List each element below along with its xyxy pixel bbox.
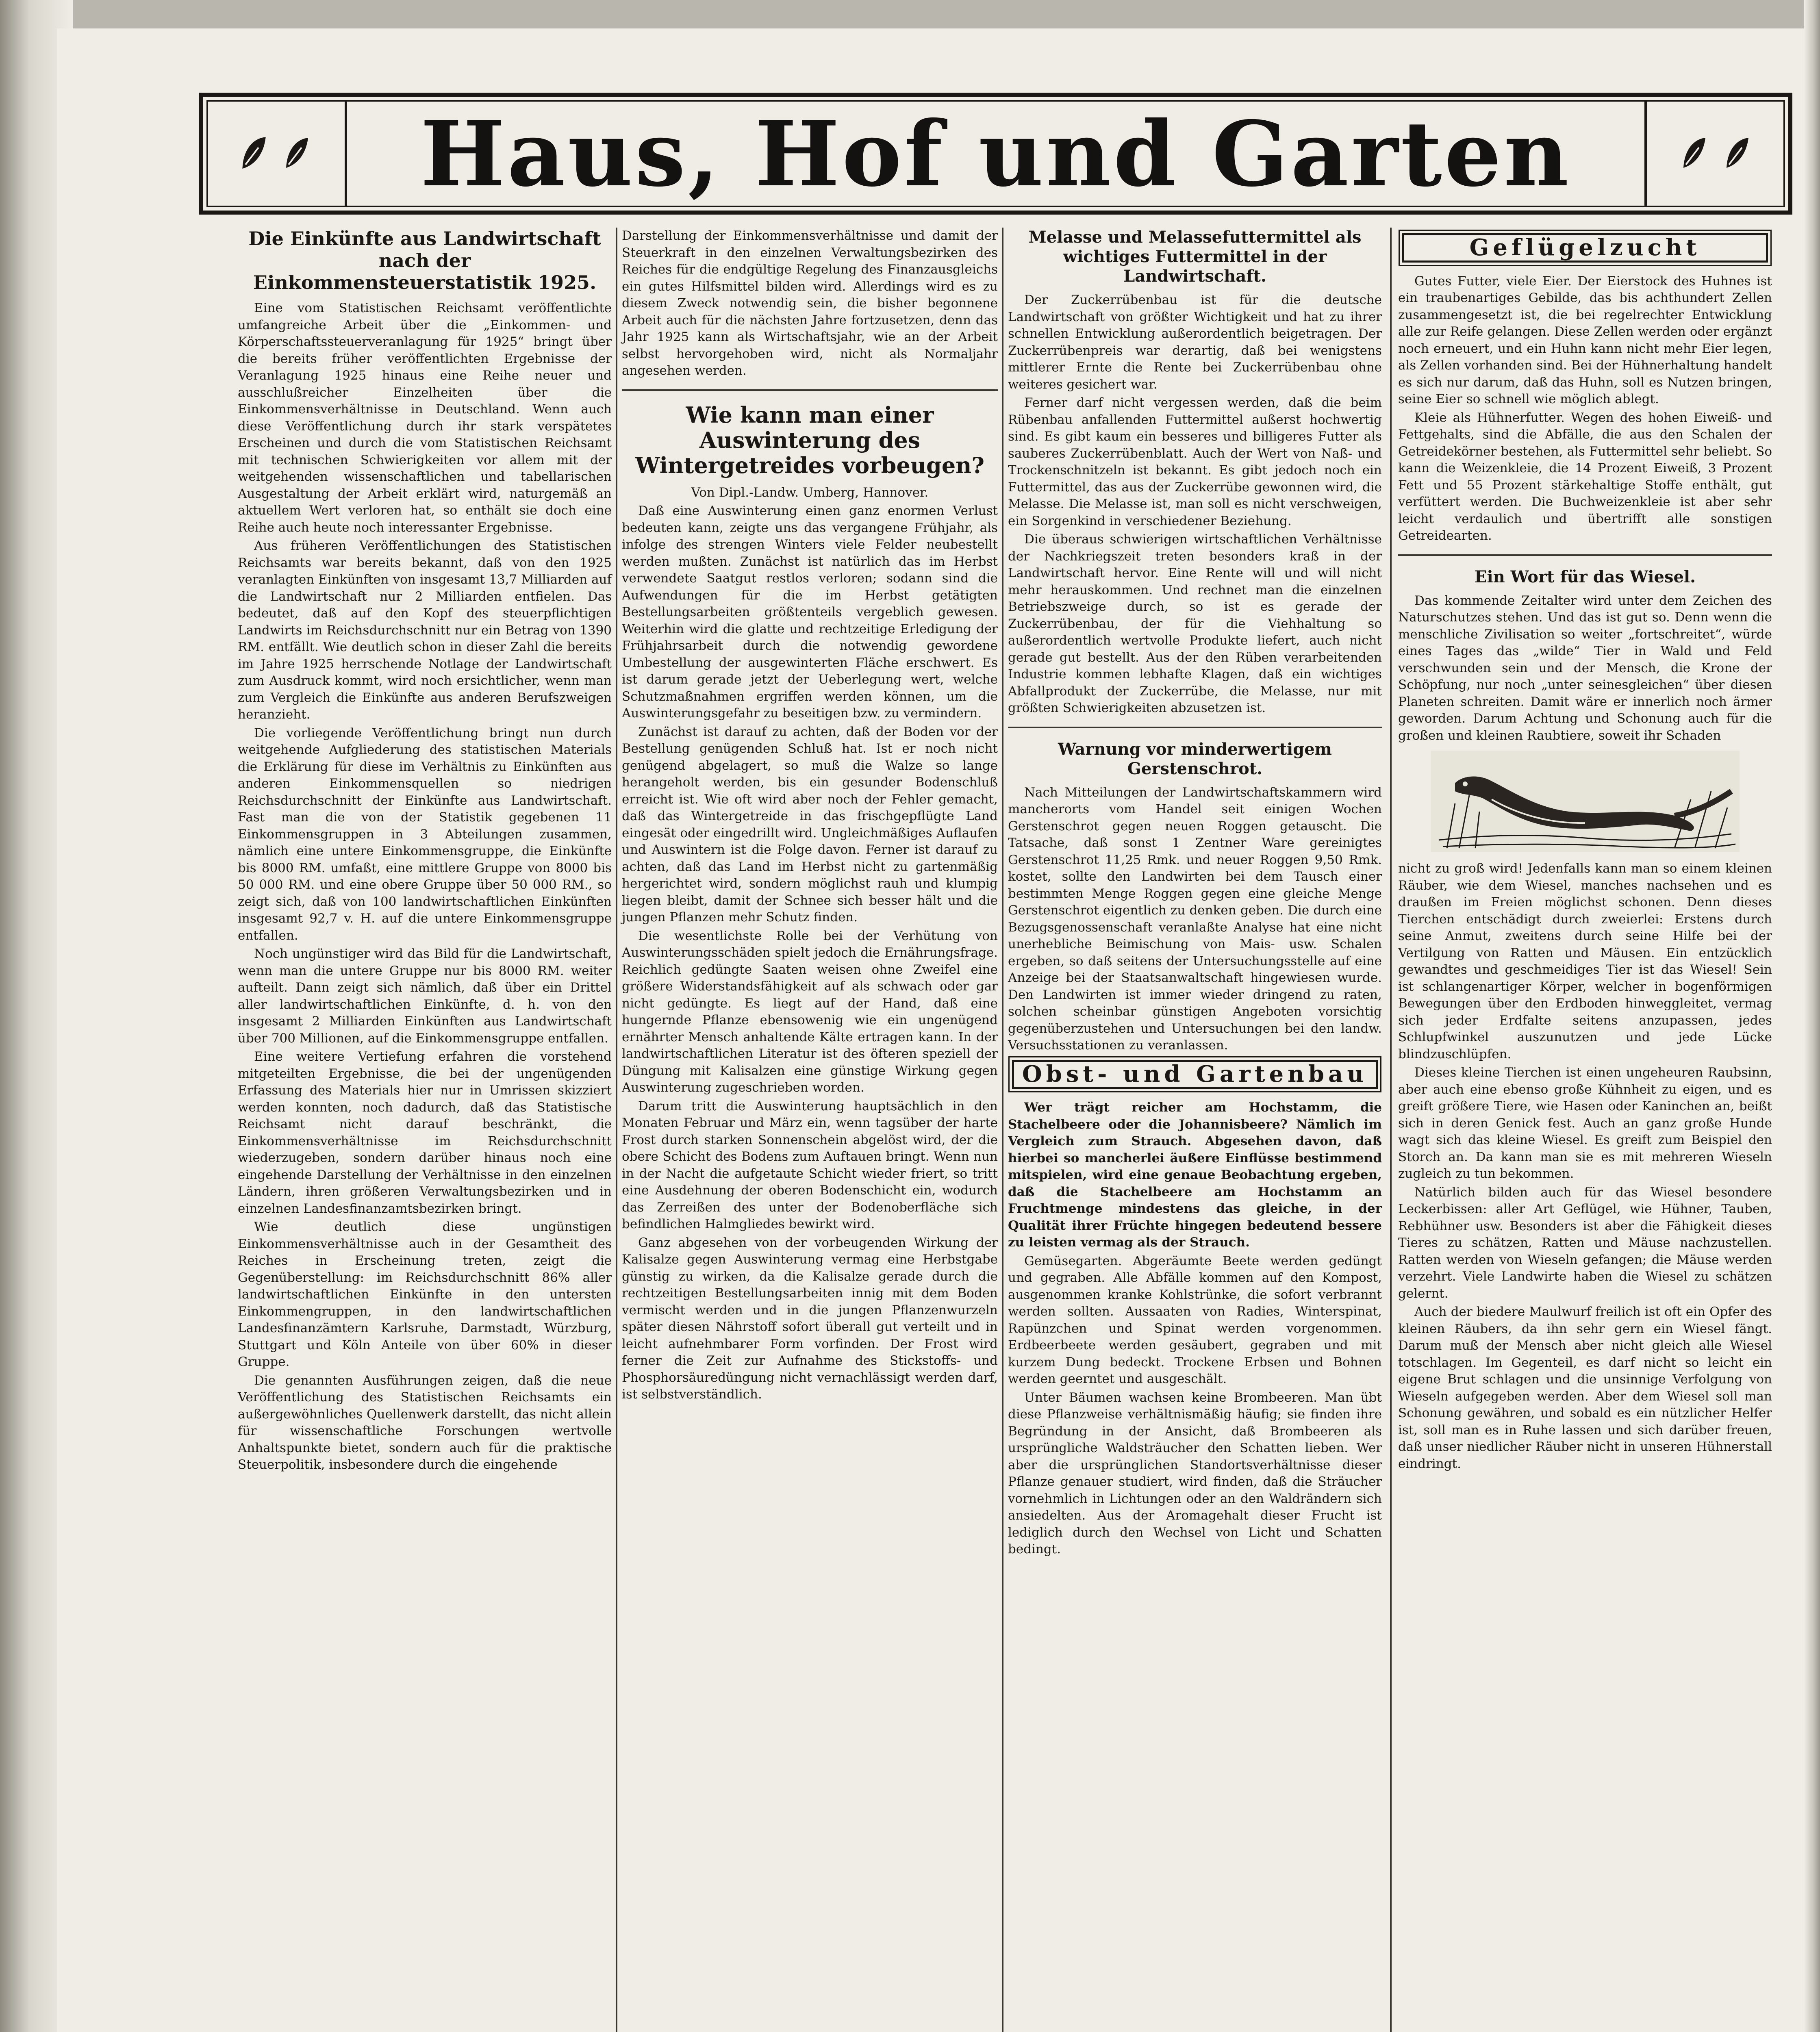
- article-paragraph: Eine weitere Vertiefung erfahren die vorstehend mitgeteilten Ergebnisse, die bei der ungenügenden Erfassung des Materials hier nur in Umrissen skizziert werden konnten, noch dadurch, daß das Statistische Reichsamt nicht darauf beschränkt, die Einkommensverhältnisse im Reichsdurchschnitt wiederzugeben, sondern darüber hinaus noch eine eingehende Darstellung der Verhältnisse in den einzelnen Ländern, ihren größeren Verwaltungsbezirken und in einzelnen Landesfinanzamtsbezirken bringt.: [238, 1049, 612, 1216]
- article-paragraph: Auch der biedere Maulwurf freilich ist oft ein Opfer des kleinen Räubers, da ihn sehr gern ein Wiesel fängt. Darum muß der Mensch aber nicht gleich alle Wiesel totschlagen. Im Gegenteil, es darf nicht so leicht ein eigene Brut schlagen und die unsinnige Verfolgung von Wieseln aufgegeben werden. Aber dem Wiesel soll man Schonung gewähren, und sobald es ein nützlicher Helfer ist, soll man es in Ruhe lassen und sich darüber freuen, daß unser niedlicher Räuber nicht in unseren Hühnerstall eindringt.: [1398, 1305, 1772, 1471]
- article-paragraph: Aus früheren Veröffentlichungen des Statistischen Reichsamts war bereits bekannt, daß von den 1925 veranlagten Einkünften von insgesamt 13,7 Milliarden auf die Landwirtschaft nur 2 Milliarden entfielen. Das bedeutet, daß auf den Kopf des steuerpflichtigen Landwirts im Reichsdurchschnitt nur ein Betrag von 1390 RM. entfällt. Wie deutlich schon in dieser Zahl die bereits im Jahre 1925 herrschende Notlage der Landwirtschaft zum Ausdruck kommt, wird noch ersichtlicher, wenn man zum Vergleich die Einkünfte aus anderen Berufszweigen heranzieht.: [238, 538, 612, 722]
- article-paragraph: Daß eine Auswinterung einen ganz enormen Verlust bedeuten kann, zeigte uns das vergangene Frühjahr, als infolge des strengen Winters viele Felder neubestellt werden mußten. Zunächst ist natürlich das im Herbst verwendete Saatgut restlos verloren; sodann sind die Aufwendungen für die im Herbst getätigten Bestellungsarbeiten größtenteils vergeblich gewesen. Weiterhin wird die glatte und rechtzeitige Erledigung der Frühjahrsarbeit durch die notwendig gewordene Umbestellung der ausgewinterten Fläche erschwert. Es ist darum gerade jetzt der Ueberlegung wert, welche Schutzmaßnahmen ergriffen werden können, um die Auswinterungsgefahr zu beseitigen bzw. zu vermindern.: [622, 504, 998, 721]
- article-headline-wiesel: Ein Wort für das Wiesel.: [1474, 567, 1696, 586]
- article-paragraph: Die genannten Ausführungen zeigen, daß die neue Veröffentlichung des Statistischen Reichsamts ein außergewöhnliches Quellenwerk darstellt, das nicht allein für wissenschaftliche Forschungen wertvolle Anhaltspunkte bietet, sondern auch für die praktische Steuerpolitik, insbesondere durch die eingehende: [238, 1373, 612, 1472]
- column-3: [1008, 228, 1382, 1560]
- article-paragraph: Die vorliegende Veröffentlichung bringt nun durch weitgehende Aufgliederung des statistischen Materials die Erklärung für diese im Verhältnis zu Einkünften aus anderen Einkommensquellen so niedrigen Reichsdurchschnitt der Einkünfte aus Landwirtschaft. Fast man die von der Statistik gegebenen 11 Einkommensgruppen in 3 Abteilungen zusammen, nämlich eine untere Einkommensgruppe, die Einkünfte bis 8000 RM. umfaßt, eine mittlere Gruppe von 8000 bis 50 000 RM. und eine obere Gruppe über 50 000 RM., so zeigt sich, daß von 100 landwirtschaftlichen Einkünften insgesamt 92,7 v. H. auf die untere Einkommensgruppe entfallen.: [238, 725, 612, 943]
- article-paragraph: Eine vom Statistischen Reichsamt veröffentlichte umfangreiche Arbeit über die „Einkommen- und Körperschaftssteuerveranlagung für 1925“ bringt über die bereits früher veröffentlichten Ergebnisse der Veranlagung 1925 hinaus eine Reihe neuer und ausschlußreicher Einzelheiten über die Einkommensverhältnisse in Deutschland. Wenn auch diese Veröffentlichung durch ihr stark verspätetes Erscheinen und durch die vom Statistischen Reichsamt mit technischen Schwierigkeiten vor allem mit der weitgehenden wissenschaftlichen und tabellarischen Ausgestaltung der Arbeit erklärt wird, naturgemäß an aktuellem Wert verloren hat, so enthält sie doch eine Reihe auch heute noch interessanter Ergebnisse.: [238, 301, 612, 535]
- article-paragraph: nicht zu groß wird! Jedenfalls kann man so einem kleinen Räuber, wie dem Wiesel, manches nachsehen und es draußen im Freien möglichst schonen. Denn dieses Tierchen entschädigt durch zweierlei: Erstens durch seine Anmut, zweitens durch seine Hilfe bei der Vertilgung von Ratten und Mäusen. Ein entzücklich gewandtes und geschmeidiges Tier ist das Wiesel! Sein ist schlangenartiger Körper, welcher in bogenförmigen Bewegungen über den Erdboden hinweggleitet, vermag sich jeder Erdfalte seitens anzupassen, jedes Schlupfwinkel auszunutzen und jede Lücke blindzuschlüpfen.: [1398, 861, 1772, 1062]
- article-headline-auswinterung: Wie kann man einer Auswinterung des Wintergetreides vorbeugen?: [635, 402, 985, 478]
- leaf-icon: [240, 135, 268, 172]
- article-paragraph: Die überaus schwierigen wirtschaftlichen Verhältnisse der Nachkriegszeit treten besonders kraß in der Landwirtschaft hervor. Eine Rente will und will nicht mehr herauskommen. Und rechnet man die einzelnen Betriebszweige durch, so ist es gerade der Zuckerrübenbau, der für die Viehhaltung so außerordentlich wertvolle Produkte liefert, auch nicht gerade gut bestellt. Aus der den Rüben verarbeitenden Industrie kommen lebhafte Klagen, daß ein wichtiges Abfallprodukt der Zuckerrübe, die Melasse, nur mit größten Schwierigkeiten abzusetzen ist.: [1008, 532, 1382, 715]
- article-paragraph: Das kommende Zeitalter wird unter dem Zeichen des Naturschutzes stehen. Und das ist gut so. Denn wenn die menschliche Zivilisation so weiter „fortschreitet“, würde eines Tages das „wilde“ Tier in Wald und Feld verschwunden sein und der Mensch, die Krone der Schöpfung, nur noch „unter seinesgleichen“ über diesen Planeten schreiten. Damit wäre er innerlich noch ärmer geworden. Darum Achtung und Schonung auch für die großen und kleinen Raubtiere, soweit ihr Schaden: [1398, 593, 1772, 743]
- article-paragraph: Kleie als Hühnerfutter. Wegen des hohen Eiweiß- und Fettgehalts, sind die Abfälle, die aus den Schalen der Getreidekörner bestehen, als Futtermittel sehr beliebt. So kann die Weizenkleie, die 14 Prozent Eiweiß, 3 Prozent Fett und 55 Prozent stärkehaltige Stoffe enthält, gut verfüttert werden. Die Buchweizenkleie ist aber sehr leicht verdaulich und übertrifft alle sonstigen Getreidearten.: [1398, 410, 1772, 543]
- article-paragraph: Darstellung der Einkommensverhältnisse und damit der Steuerkraft in den einzelnen Verwaltungsbezirken des Reiches für die endgültige Regelung des Finanzausgleichs ein gutes Hilfsmittel bilden wird. Allerdings wird es zu diesem Zweck notwendig sein, die bisher begonnene Arbeit auch für die nächsten Jahre fortzusetzen, denn das Jahr 1925 kann als Wirtschaftsjahr, wie an der Arbeit selbst hervorgehoben wird, nicht als Normaljahr angesehen werden.: [622, 228, 998, 378]
- article-paragraph: Gutes Futter, viele Eier. Der Eierstock des Huhnes ist ein traubenartiges Gebilde, das bis achthundert Zellen zusammengesetzt ist, die bei regelrechter Entwicklung alle zur Reife gelangen. Diese Zellen werden oder ergänzt noch erneuert, und ein Huhn kann nicht mehr Eier legen, als Zellen vorhanden sind. Bei der Hühnerhaltung handelt es sich nur darum, daß das Huhn, soll es Nutzen bringen, seine Eier so schnell wie möglich ablegt.: [1398, 274, 1772, 406]
- column-1: [238, 228, 612, 1475]
- article-paragraph: Darum tritt die Auswinterung hauptsächlich in den Monaten Februar und März ein, wenn tagsüber der harte Frost durch starken Sonnenschein abgelöst wird, der die obere Schicht des Bodens zum Auftauen bringt. Wenn nun in der Nacht die aufgetaute Schicht wieder friert, so tritt eine Ausdehnung der oberen Bodenschicht ein, wodurch das Zerreißen des unter der Bodenoberfläche sich befindlichen Halmgliedes bewirkt wird.: [622, 1098, 998, 1231]
- article-byline: Von Dipl.-Landw. Umberg, Hannover.: [691, 485, 929, 500]
- article-separator: [1398, 554, 1772, 556]
- column-rule: [1390, 228, 1392, 2032]
- left-leaf-ornament: [206, 100, 347, 207]
- leaf-icon: [283, 135, 311, 172]
- article-paragraph: Wie deutlich diese ungünstigen Einkommensverhältnisse auch in der Gesamtheit des Reiches in Erscheinung treten, zeigt die Gegenüberstellung: im Reichsdurchschnitt 86% aller landwirtschaftlichen Einkünfte in den untersten Einkommengruppen, in den landwirtschaftlichen Landesfinanzämtern Karlsruhe, Darmstadt, Würzburg, Stuttgart und Köln Anteile von über 60% in dieser Gruppe.: [238, 1220, 612, 1369]
- weasel-illustration: [1431, 751, 1740, 852]
- article-paragraph: Gemüsegarten. Abgeräumte Beete werden gedüngt und gegraben. Alle Abfälle kommen auf den Kompost, ausgenommen kranke Kohlstrünke, die sofort verbrannt werden sollten. Aussaaten von Radies, Winterspinat, Rapünzchen und Spinat werden vorgenommen. Erdbeerbeete werden gesäubert, gegraben und mit kurzem Dung bedeckt. Trockene Erbsen und Bohnen werden geerntet und ausgeschält.: [1008, 1253, 1382, 1386]
- article-separator: [622, 389, 998, 391]
- article-paragraph: Ganz abgesehen von der vorbeugenden Wirkung der Kalisalze gegen Auswinterung vermag eine Herbstgabe günstig zu wirken, da die Kalisalze gerade durch die rechtzeitigen Bestellungsarbeiten innig mit dem Boden vermischt werden und in die jungen Pflanzenwurzeln später diesen Nährstoff sofort überall gut verteilt und in leicht aufnehmbarer Form vorfinden. Der Frost wird ferner die Zeit zur Aufnahme des Stickstoffs- und Phosphorsäuredüngung nicht vernachlässigt werden darf, ist selbstverständlich.: [622, 1235, 998, 1402]
- column-rule: [616, 228, 617, 2032]
- article-paragraph: Zunächst ist darauf zu achten, daß der Boden vor der Bestellung genügenden Schluß hat. Ist er noch nicht genügend abgelagert, so muß die Walze so lange herangeholt werden, bis ein gesunder Bodenschluß erreicht ist. Wie oft wird aber noch der Fehler gemacht, daß das Wintergetreide in das frischgepflügte Land eingesät oder eingedrillt wird. Ungleichmäßiges Auflaufen und Auswintern ist die Folge davon. Ferner ist darauf zu achten, daß das Land im Herbst nicht zu gartenmäßig hergerichtet wird, sondern möglichst rauh und klumpig liegen bleibt, damit der Schnee sich besser hält und die jungen Pflanzen mehr Schutz finden.: [622, 724, 998, 925]
- article-paragraph: Ferner darf nicht vergessen werden, daß die beim Rübenbau anfallenden Futtermittel außerst hochwertig sind. Es gibt kaum ein besseres und billigeres Futter als sauberes Zuckerrübenblatt. Auch der Wert von Naß- und Trockenschnitzeln ist bekannt. Es gibt jedoch noch ein Futtermittel, das aus der Zuckerrübe gewonnen wird, die Melasse. Die Melasse ist, man soll es nicht verschweigen, ein Sorgenkind in verschiedener Beziehung.: [1008, 395, 1382, 528]
- article-headline-melasse: Melasse und Melassefuttermittel als wichtiges Futtermittel in der Landwirtschaft.: [1028, 228, 1362, 286]
- column-4: [1398, 228, 1772, 1474]
- article-paragraph: Natürlich bilden auch für das Wiesel besondere Leckerbissen: aller Art Geflügel, wie Hühner, Tauben, Rebhühner usw. Besonders ist aber die Fähigkeit dieses Tieres zu schätzen, Ratten und Mäuse nachzustellen. Ratten werden von Wieseln gefangen; die Mäuse werden verzehrt. Viele Landwirte haben die Wiesel zu schätzen gelernt.: [1398, 1185, 1772, 1301]
- column-2: [622, 228, 998, 1405]
- section-header-gefluegelzucht: Geflügelzucht: [1402, 233, 1768, 263]
- article-paragraph: Dieses kleine Tierchen ist einen ungeheuren Raubsinn, aber auch eine ebenso große Kühnheit zu eigen, und es greift größere Tiere, wie Hasen oder Kaninchen an, beißt sich in deren Genick fest. Auch an ganz große Hunde wagt sich das kleine Wiesel. Es greift zum Beispiel den Storch an. Da kann man sie es mit mehreren Wieseln zugleich zu tun bekommen.: [1398, 1065, 1772, 1181]
- article-paragraph: Die wesentlichste Rolle bei der Verhütung von Auswinterungsschäden spielt jedoch die Ernährungsfrage. Reichlich gedüngte Saaten weisen ohne Zweifel eine größere Widerstandsfähigkeit auf als schwach oder gar nicht gedüngte. Es liegt auf der Hand, daß eine hungernde Pflanze ebensowenig wie ein ungenügend ernährter Mensch anhaltende Kälte ertragen kann. In der landwirtschaftlichen Literatur ist des öfteren speziell der Düngung mit Kalisalzen eine günstige Wirkung gegen Auswinterung zugeschrieben worden.: [622, 928, 998, 1095]
- right-leaf-ornament: [1644, 100, 1785, 207]
- leaf-icon: [1680, 135, 1709, 172]
- column-rule: [1002, 228, 1003, 2032]
- article-paragraph: Der Zuckerrübenbau ist für die deutsche Landwirtschaft von größter Wichtigkeit und hat zu ihrer schnellen Entwicklung außerordentlich beigetragen. Der Zuckerrübenpreis war derartig, daß bei wenigstens mittlerer Ernte die Rente bei Zuckerrübenbau ohne weiteres gesichert war.: [1008, 293, 1382, 392]
- article-headline-gerstenschrot: Warnung vor minderwertigem Gerstenschrot.: [1058, 739, 1332, 778]
- article-paragraph: Unter Bäumen wachsen keine Brombeeren. Man übt diese Pflanzweise verhältnismäßig häufig; sie finden ihre Begründung in der Ansicht, daß Brombeeren als ursprüngliche Waldsträucher den Schatten lieben. Wer aber die ursprünglichen Standortsverhältnisse dieser Pflanze genauer studiert, wird finden, daß die Sträucher vornehmlich in Lichtungen oder an den Waldrändern sich ansiedelten. Aus der Aromagehalt dieser Frucht ist lediglich durch den Wechsel von Licht und Schatten bedingt.: [1008, 1390, 1382, 1557]
- masthead-banner: [199, 93, 1792, 215]
- section-header-obst-gartenbau: Obst- und Gartenbau: [1012, 1060, 1378, 1089]
- page-edge: [1804, 0, 1820, 2032]
- masthead-title: Haus, Hof und Garten: [420, 101, 1571, 206]
- article-paragraph: Nach Mitteilungen der Landwirtschaftskammern wird mancherorts vom Handel seit einigen Wochen Gerstenschrot gegen neuen Roggen getauscht. Die Tatsache, daß sonst 1 Zentner Ware gereinigtes Gerstenschrot 11,25 Rmk. und neuer Roggen 9,50 Rmk. kostet, sollte den Landwirten bei dem Tausch einer bestimmten Menge Roggen gegen eine gleiche Menge Gerstenschrot eigentlich zu denken geben. Die durch eine Bezugsgenossenschaft veranlaßte Analyse hat eine nicht unerhebliche Beimischung von Mais- usw. Schalen ergeben, so daß seitens der Untersuchungsstelle auf eine Anzeige bei der Staatsanwaltschaft hingewiesen wurde. Den Landwirten ist immer wieder dringend zu raten, solchen scheinbar günstigen Angeboten vorsichtig gegenüberzustehen und Untersuchungen bei den landw. Versuchsstationen zu veranlassen.: [1008, 785, 1382, 1053]
- leaf-icon: [1723, 135, 1752, 172]
- article-paragraph: Wer trägt reicher am Hochstamm, die Stachelbeere oder die Johannisbeere? Nämlich im Vergleich zum Strauch. Abgesehen davon, daß hierbei so mancherlei äußere Einflüsse bestimmend mitspielen, wird eine genaue Beobachtung ergeben, daß die Stachelbeere am Hochstamm an Fruchtmenge mindestens das gleiche, in der Qualität ihrer Früchte hingegen bedeutend bessere zu leisten vermag als der Strauch.: [1008, 1100, 1382, 1250]
- article-headline-einkuenfte: Die Einkünfte aus Landwirtschaft nach der Einkommensteuerstatistik 1925.: [248, 228, 601, 293]
- article-paragraph: Noch ungünstiger wird das Bild für die Landwirtschaft, wenn man die untere Gruppe nur bis 8000 RM. weiter aufteilt. Dann zeigt sich nämlich, daß über ein Drittel aller landwirtschaftlichen Einkünfte, d. h. von den insgesamt 2 Milliarden Einkünften aus Landwirtschaft über 700 Millionen, auf die Einkommensgruppe entfallen.: [238, 947, 612, 1046]
- article-separator: [1008, 727, 1382, 728]
